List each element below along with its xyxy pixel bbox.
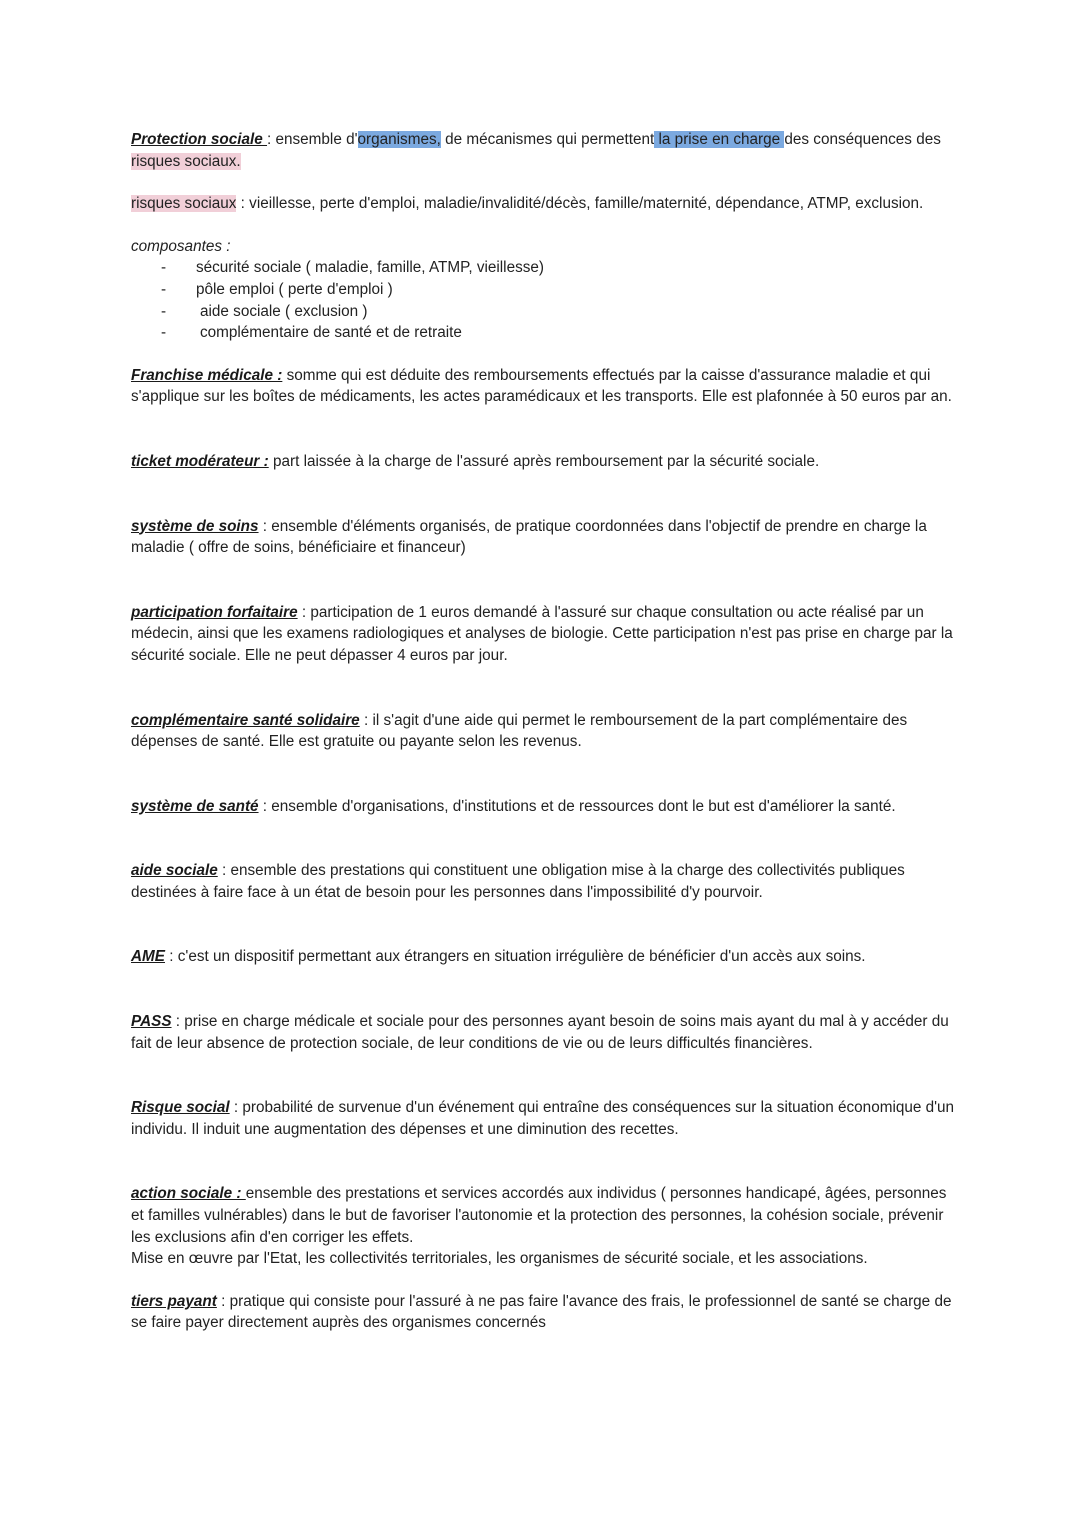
- term-label: tiers payant: [131, 1292, 217, 1310]
- term-label: aide sociale: [131, 862, 218, 880]
- list-item: - pôle emploi ( perte d'emploi ): [161, 280, 393, 298]
- definition-systeme-de-soins: système de soins : ensemble d'éléments organisés, de pratique coordonnées dans l'objectif de prendre en charge la maladie ( offre de soins, bénéficiaire et financeur): [131, 517, 927, 557]
- definition-participation-forfaitaire: participation forfaitaire : participation de 1 euros demandé à l'assuré sur chaque consultation ou acte réalisé par un médecin, ainsi que les examens radiologiques et analyses de biologie. Cette participation n'est pas prise en charge par la sécurité sociale. Elle ne peut dépasser 4 euros par jour.: [131, 603, 953, 664]
- term-label: système de santé: [131, 797, 259, 815]
- term-label: participation forfaitaire: [131, 603, 298, 621]
- definition-risque-social: Risque social : probabilité de survenue d'un événement qui entraîne des conséquences sur la situation économique d'un individu. Il induit une augmentation des dépenses et une diminution des recettes.: [131, 1099, 955, 1138]
- definition-tiers-payant: tiers payant : pratique qui consiste pour l'assuré à ne pas faire l'avance des frais, le professionnel de santé se charge de se faire payer directement auprès des organismes concernés: [131, 1292, 952, 1332]
- highlight: organismes,: [357, 131, 441, 148]
- term-label: système de soins: [131, 517, 259, 535]
- list-item: - complémentaire de santé et de retraite: [161, 324, 462, 342]
- term-label: ticket modérateur :: [131, 452, 269, 470]
- definition-ame: AME : c'est un dispositif permettant aux étrangers en situation irrégulière de bénéficier d'un accès aux soins.: [131, 948, 866, 966]
- term-label: Protection sociale: [131, 131, 268, 148]
- definition-risques-sociaux: risques sociaux : vieillesse, perte d'emploi, maladie/invalidité/décès, famille/maternité, dépendance, ATMP, exclusion.: [131, 195, 924, 213]
- list-item: - aide sociale ( exclusion ): [161, 302, 368, 320]
- definition-action-sociale: action sociale : ensemble des prestations et services accordés aux individus ( personnes handicapé, âgées, personnes et familles vulnérables) dans le but de favoriser l'autonomie et la protection des personnes, la cohésion sociale, prévenir les exclusions afin d'en corriger les effets. Mise en œuvre par l'Etat, les collectivités territoriales, les organismes de sécurité sociale, et les associations.: [131, 1185, 947, 1268]
- term-label: Franchise médicale :: [131, 366, 283, 384]
- term-label: complémentaire santé solidaire: [131, 711, 360, 729]
- document-page: [131, 129, 961, 1334]
- composantes-title: composantes :: [131, 237, 231, 255]
- definition-aide-sociale: aide sociale : ensemble des prestations qui constituent une obligation mise à la charge des collectivités publiques destinées à faire face à un état de besoin pour les personnes dans l'impossibilité d'y pourvoir.: [131, 862, 905, 901]
- definition-complementaire-sante-solidaire: complémentaire santé solidaire : il s'agit d'une aide qui permet le remboursement de la part complémentaire des dépenses de santé. Elle est gratuite ou payante selon les revenus.: [131, 711, 908, 751]
- term-label: Risque social: [131, 1099, 230, 1117]
- definition-systeme-de-sante: système de santé : ensemble d'organisations, d'institutions et de ressources dont le but est d'améliorer la santé.: [131, 797, 896, 815]
- highlight: la prise en charge: [654, 131, 785, 148]
- definition-franchise-medicale: Franchise médicale : somme qui est déduite des remboursements effectués par la caisse d'assurance maladie et qui s'applique sur les boîtes de médicaments, les actes paramédicaux et les transports. Elle est plafonnée à 50 euros par an.: [131, 366, 952, 406]
- definition-ticket-moderateur: ticket modérateur : part laissée à la charge de l'assuré après remboursement par la sécurité sociale.: [131, 452, 820, 470]
- list-item: - sécurité sociale ( maladie, famille, ATMP, vieillesse): [161, 259, 544, 277]
- definition-protection-sociale: Protection sociale : ensemble d'organismes, de mécanismes qui permettent la prise en charge des conséquences des risques sociaux.: [131, 131, 941, 170]
- definition-pass: PASS : prise en charge médicale et sociale pour des personnes ayant besoin de soins mais ayant du mal à y accéder du fait de leur absence de protection sociale, de leur conditions de vie ou de leurs difficultés financières.: [131, 1013, 949, 1052]
- term-label: AME: [131, 948, 165, 966]
- term-label: PASS: [131, 1013, 172, 1031]
- term-label: action sociale :: [131, 1185, 246, 1203]
- composantes-list: [131, 257, 961, 343]
- term-label: risques sociaux: [131, 195, 237, 213]
- highlight: risques sociaux.: [131, 152, 241, 170]
